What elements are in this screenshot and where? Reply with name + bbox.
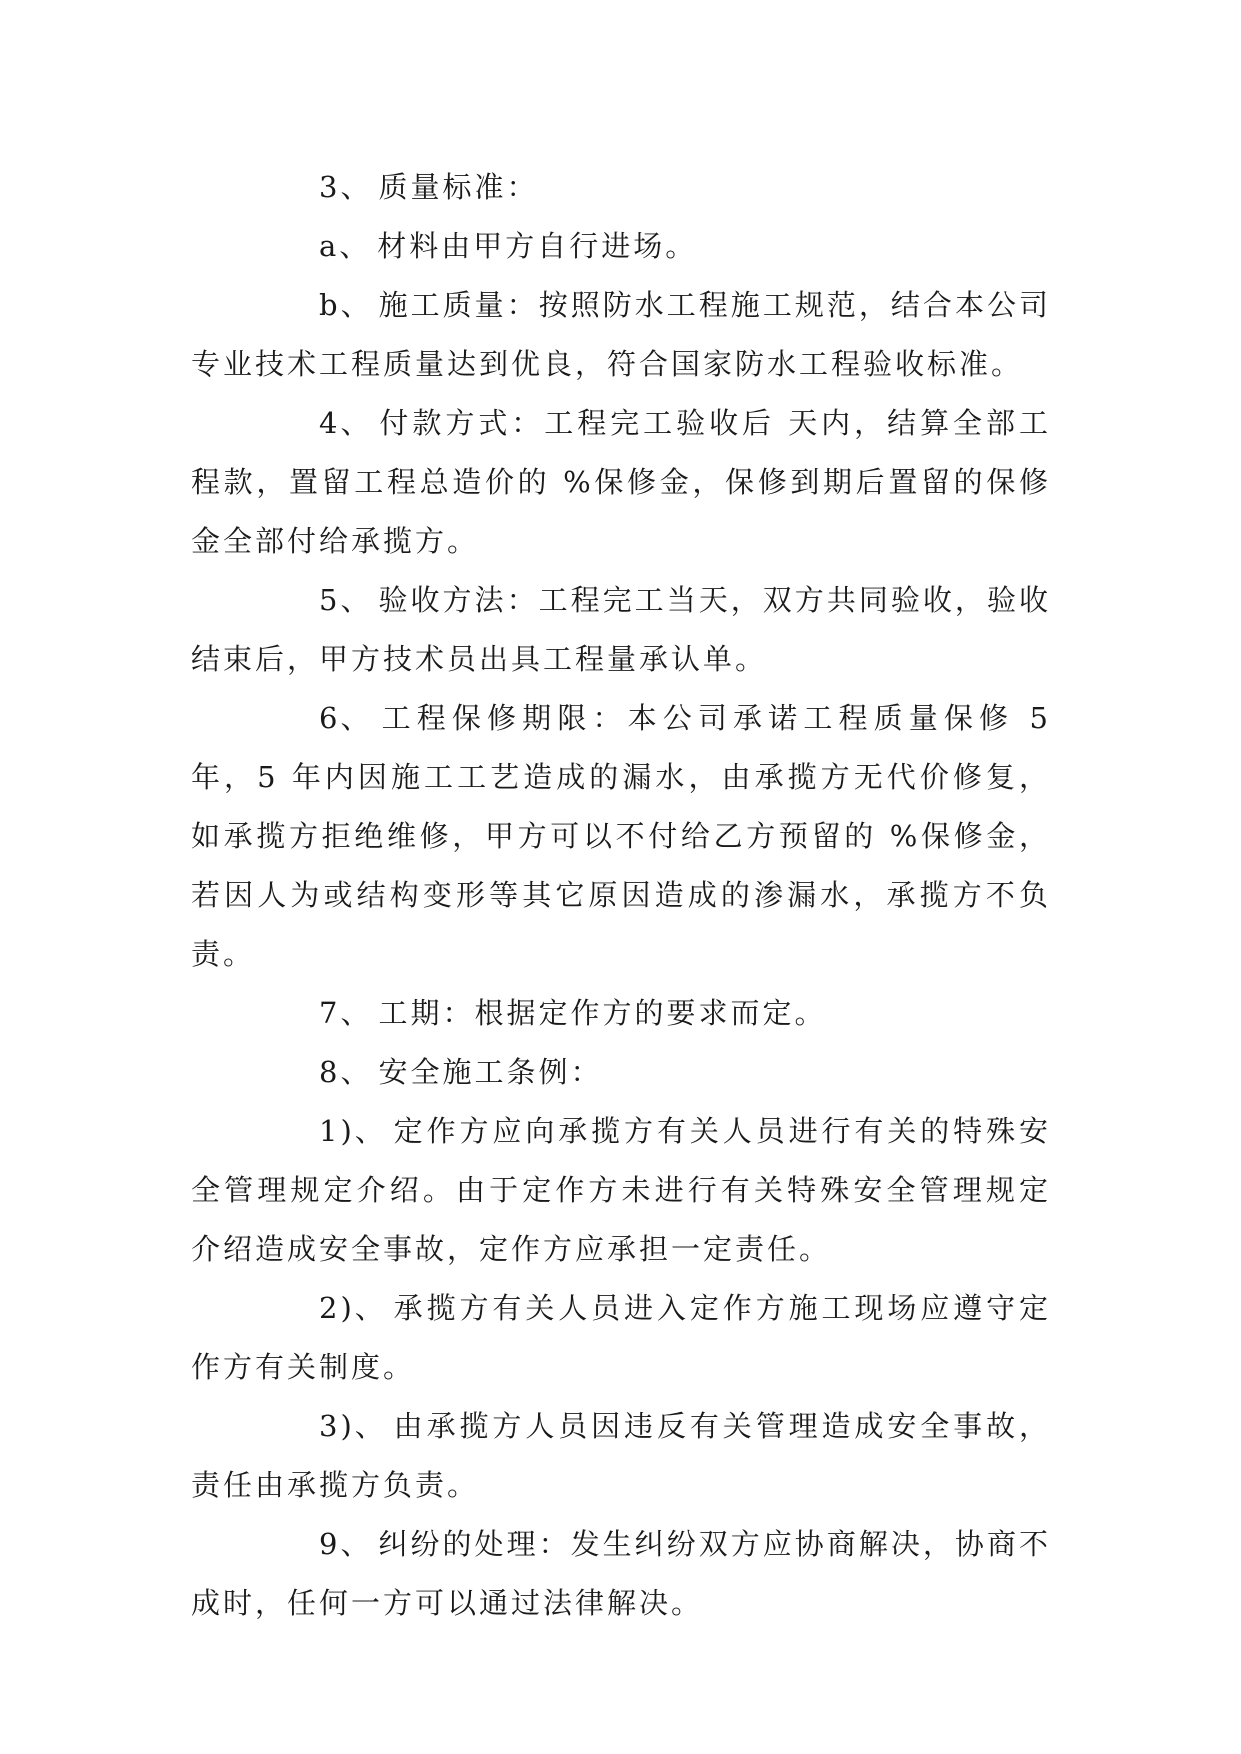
clause-number: 7、: [319, 996, 373, 1030]
clause-number: 2)、: [319, 1291, 387, 1325]
clause-3: [191, 158, 1051, 217]
clause-text: 质量标准：: [378, 170, 539, 204]
clause-5: [191, 571, 1051, 689]
clause-number: 9、: [319, 1527, 373, 1561]
subclause-1: [191, 1102, 1051, 1279]
clause-text: 安全施工条例：: [378, 1055, 603, 1089]
clause-text: 承揽方有关人员进入定作方施工现场应遵守定作方有关制度。: [191, 1291, 1051, 1384]
clause-9: [191, 1515, 1051, 1633]
clause-text: 纠纷的处理：发生纠纷双方应协商解决，协商不成时，任何一方可以通过法律解决。: [191, 1527, 1051, 1620]
clause-number: 3)、: [319, 1409, 387, 1443]
clause-number: a、: [319, 229, 372, 263]
clause-4: [191, 394, 1051, 571]
clause-a: [191, 217, 1051, 276]
clause-6: [191, 689, 1051, 984]
clause-number: 5、: [319, 583, 373, 617]
clause-number: 3、: [319, 170, 373, 204]
clause-number: 8、: [319, 1055, 373, 1089]
clause-b: [191, 276, 1051, 394]
document-body: [191, 158, 1051, 1633]
clause-text: 验收方法：工程完工当天，双方共同验收，验收结束后，甲方技术员出具工程量承认单。: [191, 583, 1051, 676]
clause-text: 由承揽方人员因违反有关管理造成安全事故，责任由承揽方负责。: [191, 1409, 1051, 1502]
clause-text: 定作方应向承揽方有关人员进行有关的特殊安全管理规定介绍。由于定作方未进行有关特殊安全管理规定介绍造成安全事故，定作方应承担一定责任。: [191, 1114, 1051, 1266]
clause-8: [191, 1043, 1051, 1102]
clause-text: 施工质量：按照防水工程施工规范，结合本公司专业技术工程质量达到优良，符合国家防水工程验收标准。: [191, 288, 1051, 381]
clause-number: 4、: [319, 406, 373, 440]
subclause-2: [191, 1279, 1051, 1397]
clause-text: 工期：根据定作方的要求而定。: [378, 996, 827, 1030]
clause-text: 工程保修期限：本公司承诺工程质量保修 5 年，5 年内因施工工艺造成的漏水，由承揽方无代价修复，如承揽方拒绝维修，甲方可以不付给乙方预留的 %保修金，若因人为或结构变形等其它原因造成的渗漏水，承揽方不负责。: [191, 701, 1051, 971]
clause-number: 1)、: [319, 1114, 387, 1148]
clause-number: 6、: [319, 701, 373, 735]
clause-text: 付款方式：工程完工验收后 天内，结算全部工程款，置留工程总造价的 %保修金，保修到期后置留的保修金全部付给承揽方。: [191, 406, 1051, 558]
clause-7: [191, 984, 1051, 1043]
clause-number: b、: [319, 288, 373, 322]
subclause-3: [191, 1397, 1051, 1515]
clause-text: 材料由甲方自行进场。: [377, 229, 698, 263]
